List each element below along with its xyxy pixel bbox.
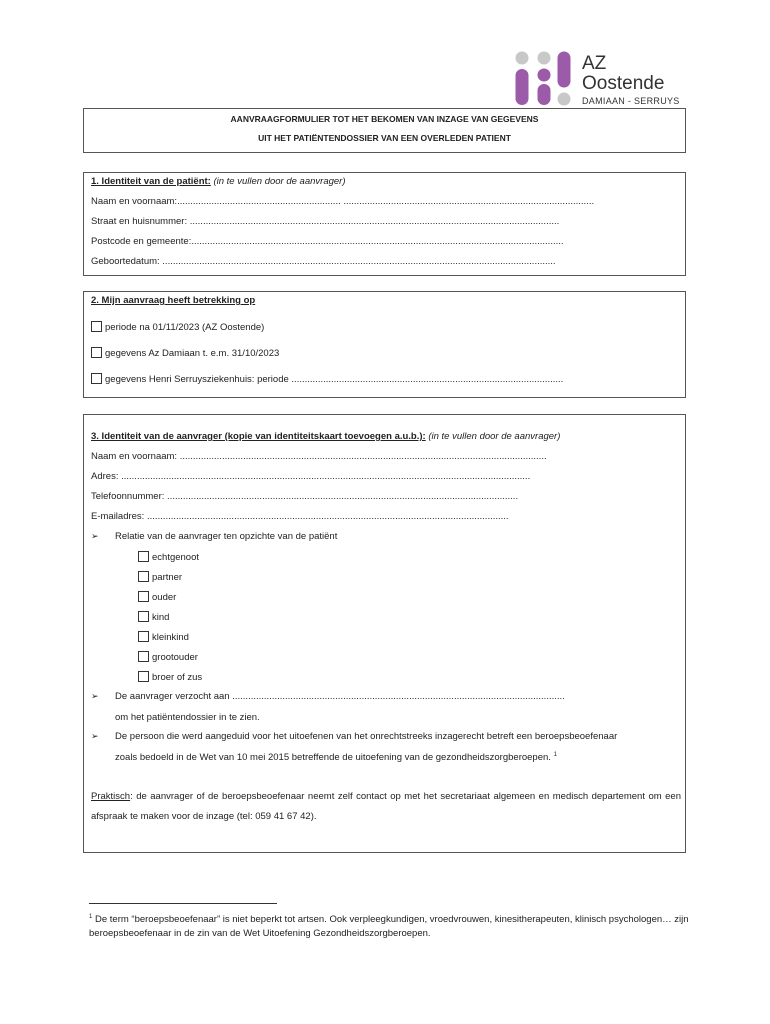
- checkbox[interactable]: [91, 373, 102, 384]
- footnote: [89, 910, 689, 941]
- option-label: partner: [152, 572, 183, 583]
- option-label: kind: [152, 612, 170, 623]
- relation-option-spouse[interactable]: [138, 551, 199, 563]
- checkbox[interactable]: [138, 671, 149, 682]
- form-title-box: [83, 108, 686, 153]
- request-delegate-field[interactable]: De aanvrager verzocht aan ..............................................................................................................................: [115, 691, 565, 702]
- option-period-after[interactable]: [91, 321, 264, 333]
- option-label: kleinkind: [152, 632, 189, 643]
- logo-text-az: AZ: [582, 53, 607, 74]
- relation-option-sibling[interactable]: [138, 671, 202, 683]
- footnote-text: De term “beroepsbeoefenaar” is niet beperkt tot artsen. Ook verpleegkundigen, vroedvrouwen, kinesitherapeuten, klinisch psychologen… zijn beroepsbeoefenaar in de zin van de Wet Uitoefening Gezondheidszorgberoepen.: [89, 914, 689, 940]
- option-label: gegevens Henri Serruysziekenhuis: periode: [105, 374, 289, 385]
- request-continuation: om het patiëntendossier in te zien.: [115, 712, 260, 723]
- checkbox[interactable]: [138, 651, 149, 662]
- footnote-divider: [89, 903, 277, 904]
- logo-text-subtitle: DAMIAAN - SERRUYS: [582, 96, 680, 106]
- bullet-arrow-icon: ➢: [91, 731, 99, 741]
- option-label: broer of zus: [152, 672, 203, 683]
- field-label: Naam en voornaam:: [91, 451, 178, 462]
- section3-heading-note: (in te vullen door de aanvrager): [428, 431, 561, 442]
- patient-birthdate-field[interactable]: Geboortedatum: .....................................................................................................................................................: [91, 256, 556, 267]
- field-label: Adres:: [91, 471, 119, 482]
- patient-postcode-field[interactable]: Postcode en gemeente:.............................................................................................................................................: [91, 236, 564, 247]
- section3-heading: 3. Identiteit van de aanvrager (kopie van identiteitskaart toevoegen a.u.b.):: [91, 431, 426, 442]
- field-label: E-mailadres:: [91, 511, 145, 522]
- patient-name-field[interactable]: Naam en voornaam:.............................................................. ...............................................................................................: [91, 196, 595, 207]
- field-label: Telefoonnummer:: [91, 491, 165, 502]
- section-requester-identity: [83, 414, 686, 853]
- option-label: grootouder: [152, 652, 198, 663]
- section-request-scope: [83, 291, 686, 398]
- requester-name-field[interactable]: Naam en voornaam: ...........................................................................................................................................: [91, 451, 547, 462]
- bullet-arrow-icon: ➢: [91, 691, 99, 701]
- practitioner-text: zoals bedoeld in de Wet van 10 mei 2015 betreffende de uitoefening van de gezondheidszorgberoepen.: [115, 752, 551, 764]
- requester-email-field[interactable]: E-mailadres: .........................................................................................................................................: [91, 511, 509, 522]
- bullet-arrow-icon: ➢: [91, 531, 99, 541]
- checkbox[interactable]: [138, 631, 149, 642]
- option-az-damiaan[interactable]: [91, 347, 279, 359]
- requester-address-field[interactable]: Adres: ...........................................................................................................................................................: [91, 471, 531, 482]
- relation-option-child[interactable]: [138, 611, 169, 623]
- checkbox[interactable]: [138, 571, 149, 582]
- section-patient-identity: [83, 172, 686, 276]
- checkbox[interactable]: [91, 347, 102, 358]
- relation-option-parent[interactable]: [138, 591, 176, 603]
- practical-text: : de aanvrager of de beroepsbeoefenaar neemt zelf contact op met het secretariaat algemeen en medisch departement om een afspraak te maken voor de inzage (tel: 059 41 67 42).: [91, 791, 681, 822]
- patient-address-field[interactable]: Straat en huisnummer: ............................................................................................................................................: [91, 216, 560, 227]
- field-label: De aanvrager verzocht aan: [115, 691, 230, 702]
- logo-text-oostende: Oostende: [582, 73, 665, 94]
- checkbox[interactable]: [138, 611, 149, 622]
- logo-mark-icon: [514, 50, 580, 108]
- field-label: Geboortedatum:: [91, 256, 160, 267]
- relation-label: Relatie van de aanvrager ten opzichte van de patiënt: [115, 531, 338, 542]
- option-label: ouder: [152, 592, 177, 603]
- option-henri-serruys[interactable]: gegevens Henri Serruysziekenhuis: periode .......................................................................................................: [91, 373, 563, 385]
- relation-option-partner[interactable]: [138, 571, 182, 583]
- requester-phone-field[interactable]: Telefoonnummer: .....................................................................................................................................: [91, 491, 519, 502]
- section1-heading-row: [91, 176, 346, 187]
- footnote-number: 1: [89, 914, 93, 920]
- section3-heading-row: [91, 431, 560, 442]
- field-label: Straat en huisnummer:: [91, 216, 188, 227]
- section1-heading: 1. Identiteit van de patiënt:: [91, 176, 211, 187]
- section2-heading: [91, 295, 255, 306]
- option-label: echtgenoot: [152, 552, 200, 563]
- checkbox[interactable]: [138, 551, 149, 562]
- option-label: gegevens Az Damiaan t. e.m. 31/10/2023: [105, 348, 280, 359]
- practitioner-text-line2: [115, 752, 557, 763]
- practical-note: [91, 787, 681, 827]
- form-title-line1: AANVRAAGFORMULIER TOT HET BEKOMEN VAN INZAGE VAN GEGEVENS: [230, 114, 539, 124]
- footnote-ref: 1: [553, 752, 557, 758]
- hospital-logo: [514, 50, 684, 108]
- section1-heading-note: (in te vullen door de aanvrager): [213, 176, 346, 187]
- practical-label: Praktisch: [91, 791, 131, 802]
- relation-option-grandparent[interactable]: [138, 651, 198, 663]
- relation-option-grandchild[interactable]: [138, 631, 189, 643]
- practitioner-text-line1: De persoon die werd aangeduid voor het uitoefenen van het onrechtstreeks inzagerecht betreft een beroepsbeoefenaar: [115, 731, 618, 742]
- form-title-line2: UIT HET PATIËNTENDOSSIER VAN EEN OVERLEDEN PATIENT: [258, 133, 511, 143]
- checkbox[interactable]: [91, 321, 102, 332]
- checkbox[interactable]: [138, 591, 149, 602]
- field-label: Naam en voornaam:: [91, 196, 178, 207]
- section2-heading-text: 2. Mijn aanvraag heeft betrekking op: [91, 295, 256, 306]
- field-label: Postcode en gemeente:: [91, 236, 192, 247]
- option-label: periode na 01/11/2023 (AZ Oostende): [105, 322, 265, 333]
